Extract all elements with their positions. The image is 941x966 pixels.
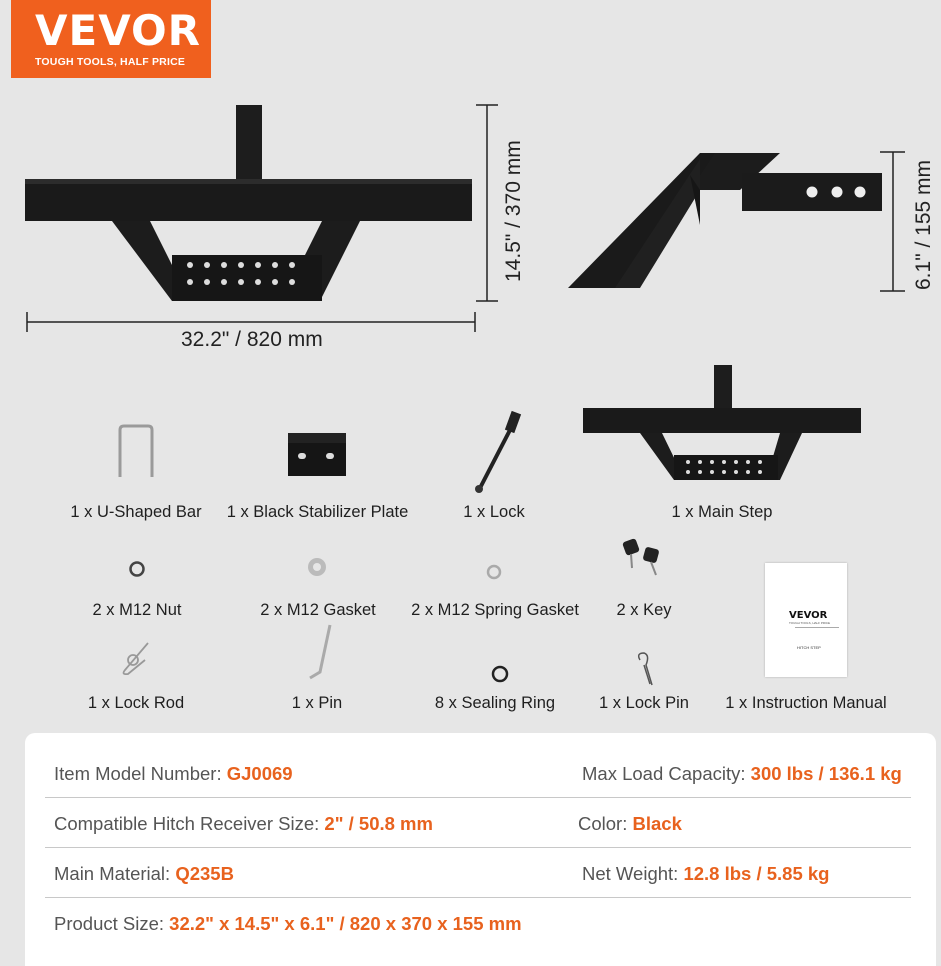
part-label-stabilizer-plate: 1 x Black Stabilizer Plate [226,503,409,521]
spec-color: Color: Black [578,813,682,834]
step-side-view [568,153,882,288]
manual-tagline: TOUGH TOOLS, HALF PRICE [789,621,831,625]
lock-icon [475,411,521,493]
brand-tagline: TOUGH TOOLS, HALF PRICE [35,56,186,68]
spec-model: Item Model Number: GJ0069 [54,763,293,784]
spec-product-size: Product Size: 32.2" x 14.5" x 6.1" / 820 x 370 x 155 mm [54,913,522,934]
depth-label: 6.1" / 155 mm [912,159,935,290]
step-front-view [25,105,472,301]
part-label-pin: 1 x Pin [291,694,343,712]
spec-row-3 [45,847,911,897]
stabilizer-plate-icon [288,433,346,476]
part-label-lock-rod: 1 x Lock Rod [87,694,185,712]
part-label-u-bar: 1 x U-Shaped Bar [70,503,202,521]
spec-hitch-size: Compatible Hitch Receiver Size: 2" / 50.8 mm [54,813,433,834]
spec-row-1 [45,747,911,797]
part-label-sealing-ring: 8 x Sealing Ring [434,694,556,712]
spec-material: Main Material: Q235B [54,863,234,884]
manual-icon [765,563,847,677]
spec-weight: Net Weight: 12.8 lbs / 5.85 kg [582,863,830,884]
key-icon [622,538,660,575]
gasket-icon [308,558,326,576]
part-label-gasket: 2 x M12 Gasket [260,601,376,619]
part-label-instruction-manual: 1 x Instruction Manual [725,694,887,712]
lock-pin-icon [639,653,652,685]
product-dimension-diagram [0,95,941,365]
height-label: 14.5" / 370 mm [502,140,525,282]
width-label: 32.2" / 820 mm [181,328,323,351]
part-label-main-step: 1 x Main Step [671,503,773,521]
spec-load: Max Load Capacity: 300 lbs / 136.1 kg [582,763,902,784]
manual-logo: VEVOR [789,610,828,621]
u-bar-icon [120,426,152,477]
part-label-nut: 2 x M12 Nut [92,601,182,619]
main-step-icon [583,365,861,480]
brand-name: VEVOR [35,6,202,55]
part-label-lock-pin: 1 x Lock Pin [599,694,689,712]
sealing-ring-icon [493,667,507,681]
part-label-lock: 1 x Lock [463,503,525,521]
manual-title: HITCH STEP [797,645,821,650]
height-dimension-line [476,105,498,301]
nut-icon [131,563,144,576]
lock-rod-icon [124,643,148,674]
depth-dimension-line [880,152,905,291]
spec-row-2 [45,797,911,847]
spec-table [25,733,936,966]
part-label-spring-gasket: 2 x M12 Spring Gasket [411,601,579,619]
spec-row-4 [45,897,911,947]
part-label-key: 2 x Key [616,601,672,619]
brand-logo [11,0,211,78]
pin-icon [310,625,330,678]
spring-gasket-icon [488,566,500,578]
